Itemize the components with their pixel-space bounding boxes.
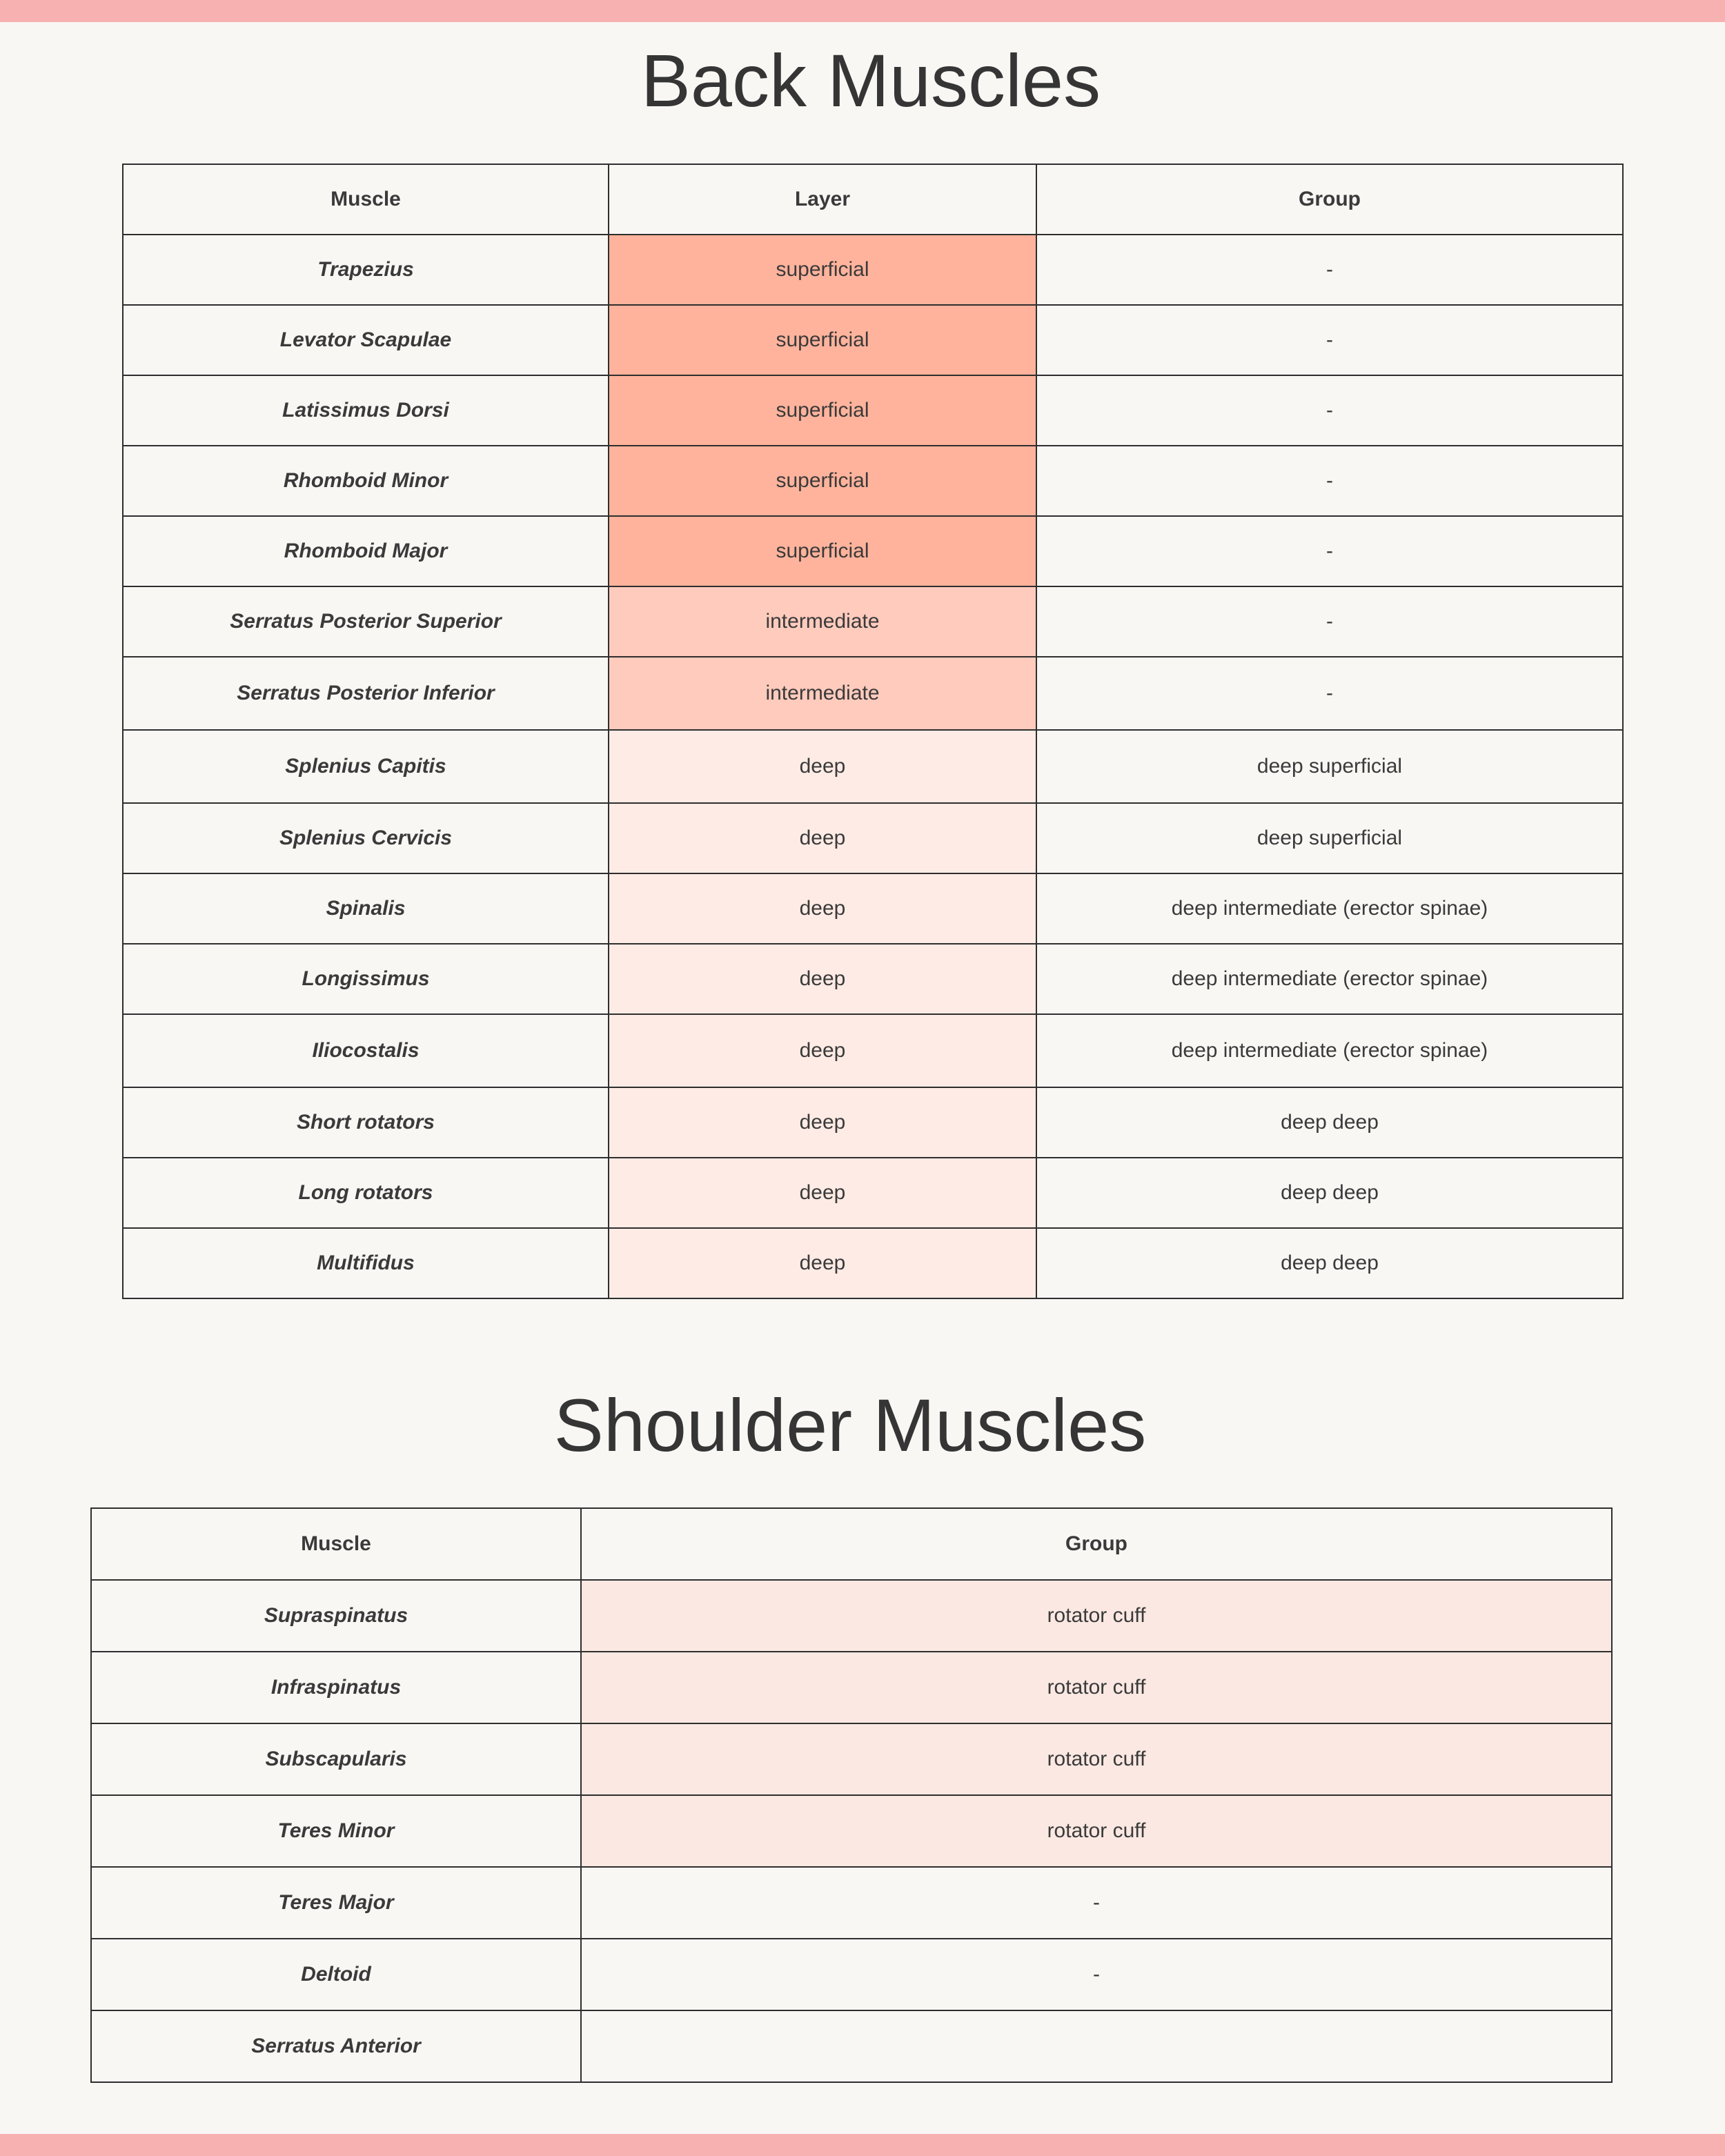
group-cell: deep deep bbox=[1036, 1158, 1623, 1228]
table-row bbox=[123, 1087, 1623, 1158]
muscle-cell: Serratus Posterior Superior bbox=[123, 586, 609, 657]
layer-cell: superficial bbox=[609, 305, 1036, 375]
table-row bbox=[123, 446, 1623, 516]
muscle-cell: Subscapularis bbox=[91, 1723, 581, 1795]
table-row bbox=[91, 1652, 1612, 1723]
table-row bbox=[123, 657, 1623, 730]
back-muscles-table bbox=[122, 164, 1624, 1299]
group-cell: - bbox=[581, 1867, 1612, 1939]
muscle-cell: Infraspinatus bbox=[91, 1652, 581, 1723]
layer-cell: deep bbox=[609, 1087, 1036, 1158]
column-header-group: Group bbox=[1036, 164, 1623, 235]
column-header-muscle: Muscle bbox=[123, 164, 609, 235]
group-cell: rotator cuff bbox=[581, 1723, 1612, 1795]
layer-cell: deep bbox=[609, 1014, 1036, 1087]
column-header-muscle: Muscle bbox=[91, 1508, 581, 1580]
table-row bbox=[91, 1723, 1612, 1795]
top-accent-band bbox=[0, 0, 1725, 22]
table-row bbox=[123, 944, 1623, 1014]
muscle-cell: Serratus Posterior Inferior bbox=[123, 657, 609, 730]
layer-cell: deep bbox=[609, 1228, 1036, 1298]
layer-cell: superficial bbox=[609, 235, 1036, 305]
group-cell: deep superficial bbox=[1036, 803, 1623, 873]
bottom-accent-band bbox=[0, 2134, 1725, 2156]
muscle-cell: Longissimus bbox=[123, 944, 609, 1014]
group-cell: deep intermediate (erector spinae) bbox=[1036, 944, 1623, 1014]
table-row bbox=[123, 516, 1623, 586]
muscle-cell: Rhomboid Major bbox=[123, 516, 609, 586]
layer-cell: superficial bbox=[609, 375, 1036, 446]
table-row bbox=[91, 1867, 1612, 1939]
table-row bbox=[91, 1580, 1612, 1652]
layer-cell: deep bbox=[609, 730, 1036, 803]
group-cell: - bbox=[1036, 657, 1623, 730]
table-row bbox=[91, 1939, 1612, 2010]
group-cell: - bbox=[1036, 235, 1623, 305]
layer-cell: deep bbox=[609, 873, 1036, 944]
group-cell: rotator cuff bbox=[581, 1652, 1612, 1723]
table-header-row bbox=[91, 1508, 1612, 1580]
column-header-group: Group bbox=[581, 1508, 1612, 1580]
muscle-cell: Trapezius bbox=[123, 235, 609, 305]
group-cell: rotator cuff bbox=[581, 1795, 1612, 1867]
group-cell: - bbox=[581, 1939, 1612, 2010]
muscle-cell: Serratus Anterior bbox=[91, 2010, 581, 2082]
muscle-cell: Iliocostalis bbox=[123, 1014, 609, 1087]
back-muscles-title: Back Muscles bbox=[640, 39, 1101, 122]
group-cell: - bbox=[1036, 586, 1623, 657]
layer-cell: intermediate bbox=[609, 586, 1036, 657]
layer-cell: deep bbox=[609, 944, 1036, 1014]
shoulder-muscles-table bbox=[90, 1507, 1613, 2083]
table-row bbox=[123, 235, 1623, 305]
group-cell: - bbox=[1036, 375, 1623, 446]
layer-cell: deep bbox=[609, 1158, 1036, 1228]
muscle-cell: Long rotators bbox=[123, 1158, 609, 1228]
table-header-row bbox=[123, 164, 1623, 235]
layer-cell: intermediate bbox=[609, 657, 1036, 730]
group-cell: deep deep bbox=[1036, 1087, 1623, 1158]
muscle-cell: Supraspinatus bbox=[91, 1580, 581, 1652]
muscle-cell: Deltoid bbox=[91, 1939, 581, 2010]
table-row bbox=[123, 1228, 1623, 1298]
muscle-cell: Teres Major bbox=[91, 1867, 581, 1939]
table-row bbox=[123, 730, 1623, 803]
table-row bbox=[123, 586, 1623, 657]
group-cell: deep intermediate (erector spinae) bbox=[1036, 1014, 1623, 1087]
table-row bbox=[123, 1014, 1623, 1087]
column-header-layer: Layer bbox=[609, 164, 1036, 235]
muscle-cell: Latissimus Dorsi bbox=[123, 375, 609, 446]
layer-cell: superficial bbox=[609, 446, 1036, 516]
muscle-cell: Splenius Capitis bbox=[123, 730, 609, 803]
layer-cell: deep bbox=[609, 803, 1036, 873]
table-row bbox=[123, 873, 1623, 944]
muscle-cell: Short rotators bbox=[123, 1087, 609, 1158]
group-cell: rotator cuff bbox=[581, 1580, 1612, 1652]
group-cell: deep superficial bbox=[1036, 730, 1623, 803]
group-cell: - bbox=[1036, 305, 1623, 375]
group-cell: deep intermediate (erector spinae) bbox=[1036, 873, 1623, 944]
muscle-cell: Teres Minor bbox=[91, 1795, 581, 1867]
muscle-cell: Spinalis bbox=[123, 873, 609, 944]
group-cell: - bbox=[1036, 516, 1623, 586]
table-row bbox=[123, 375, 1623, 446]
muscle-cell: Multifidus bbox=[123, 1228, 609, 1298]
muscle-cell: Levator Scapulae bbox=[123, 305, 609, 375]
table-row bbox=[91, 1795, 1612, 1867]
table-row bbox=[123, 305, 1623, 375]
group-cell: - bbox=[1036, 446, 1623, 516]
table-row bbox=[91, 2010, 1612, 2082]
group-cell: deep deep bbox=[1036, 1228, 1623, 1298]
group-cell bbox=[581, 2010, 1612, 2082]
muscle-cell: Rhomboid Minor bbox=[123, 446, 609, 516]
table-row bbox=[123, 1158, 1623, 1228]
muscle-cell: Splenius Cervicis bbox=[123, 803, 609, 873]
table-row bbox=[123, 803, 1623, 873]
shoulder-muscles-title: Shoulder Muscles bbox=[553, 1383, 1147, 1467]
layer-cell: superficial bbox=[609, 516, 1036, 586]
